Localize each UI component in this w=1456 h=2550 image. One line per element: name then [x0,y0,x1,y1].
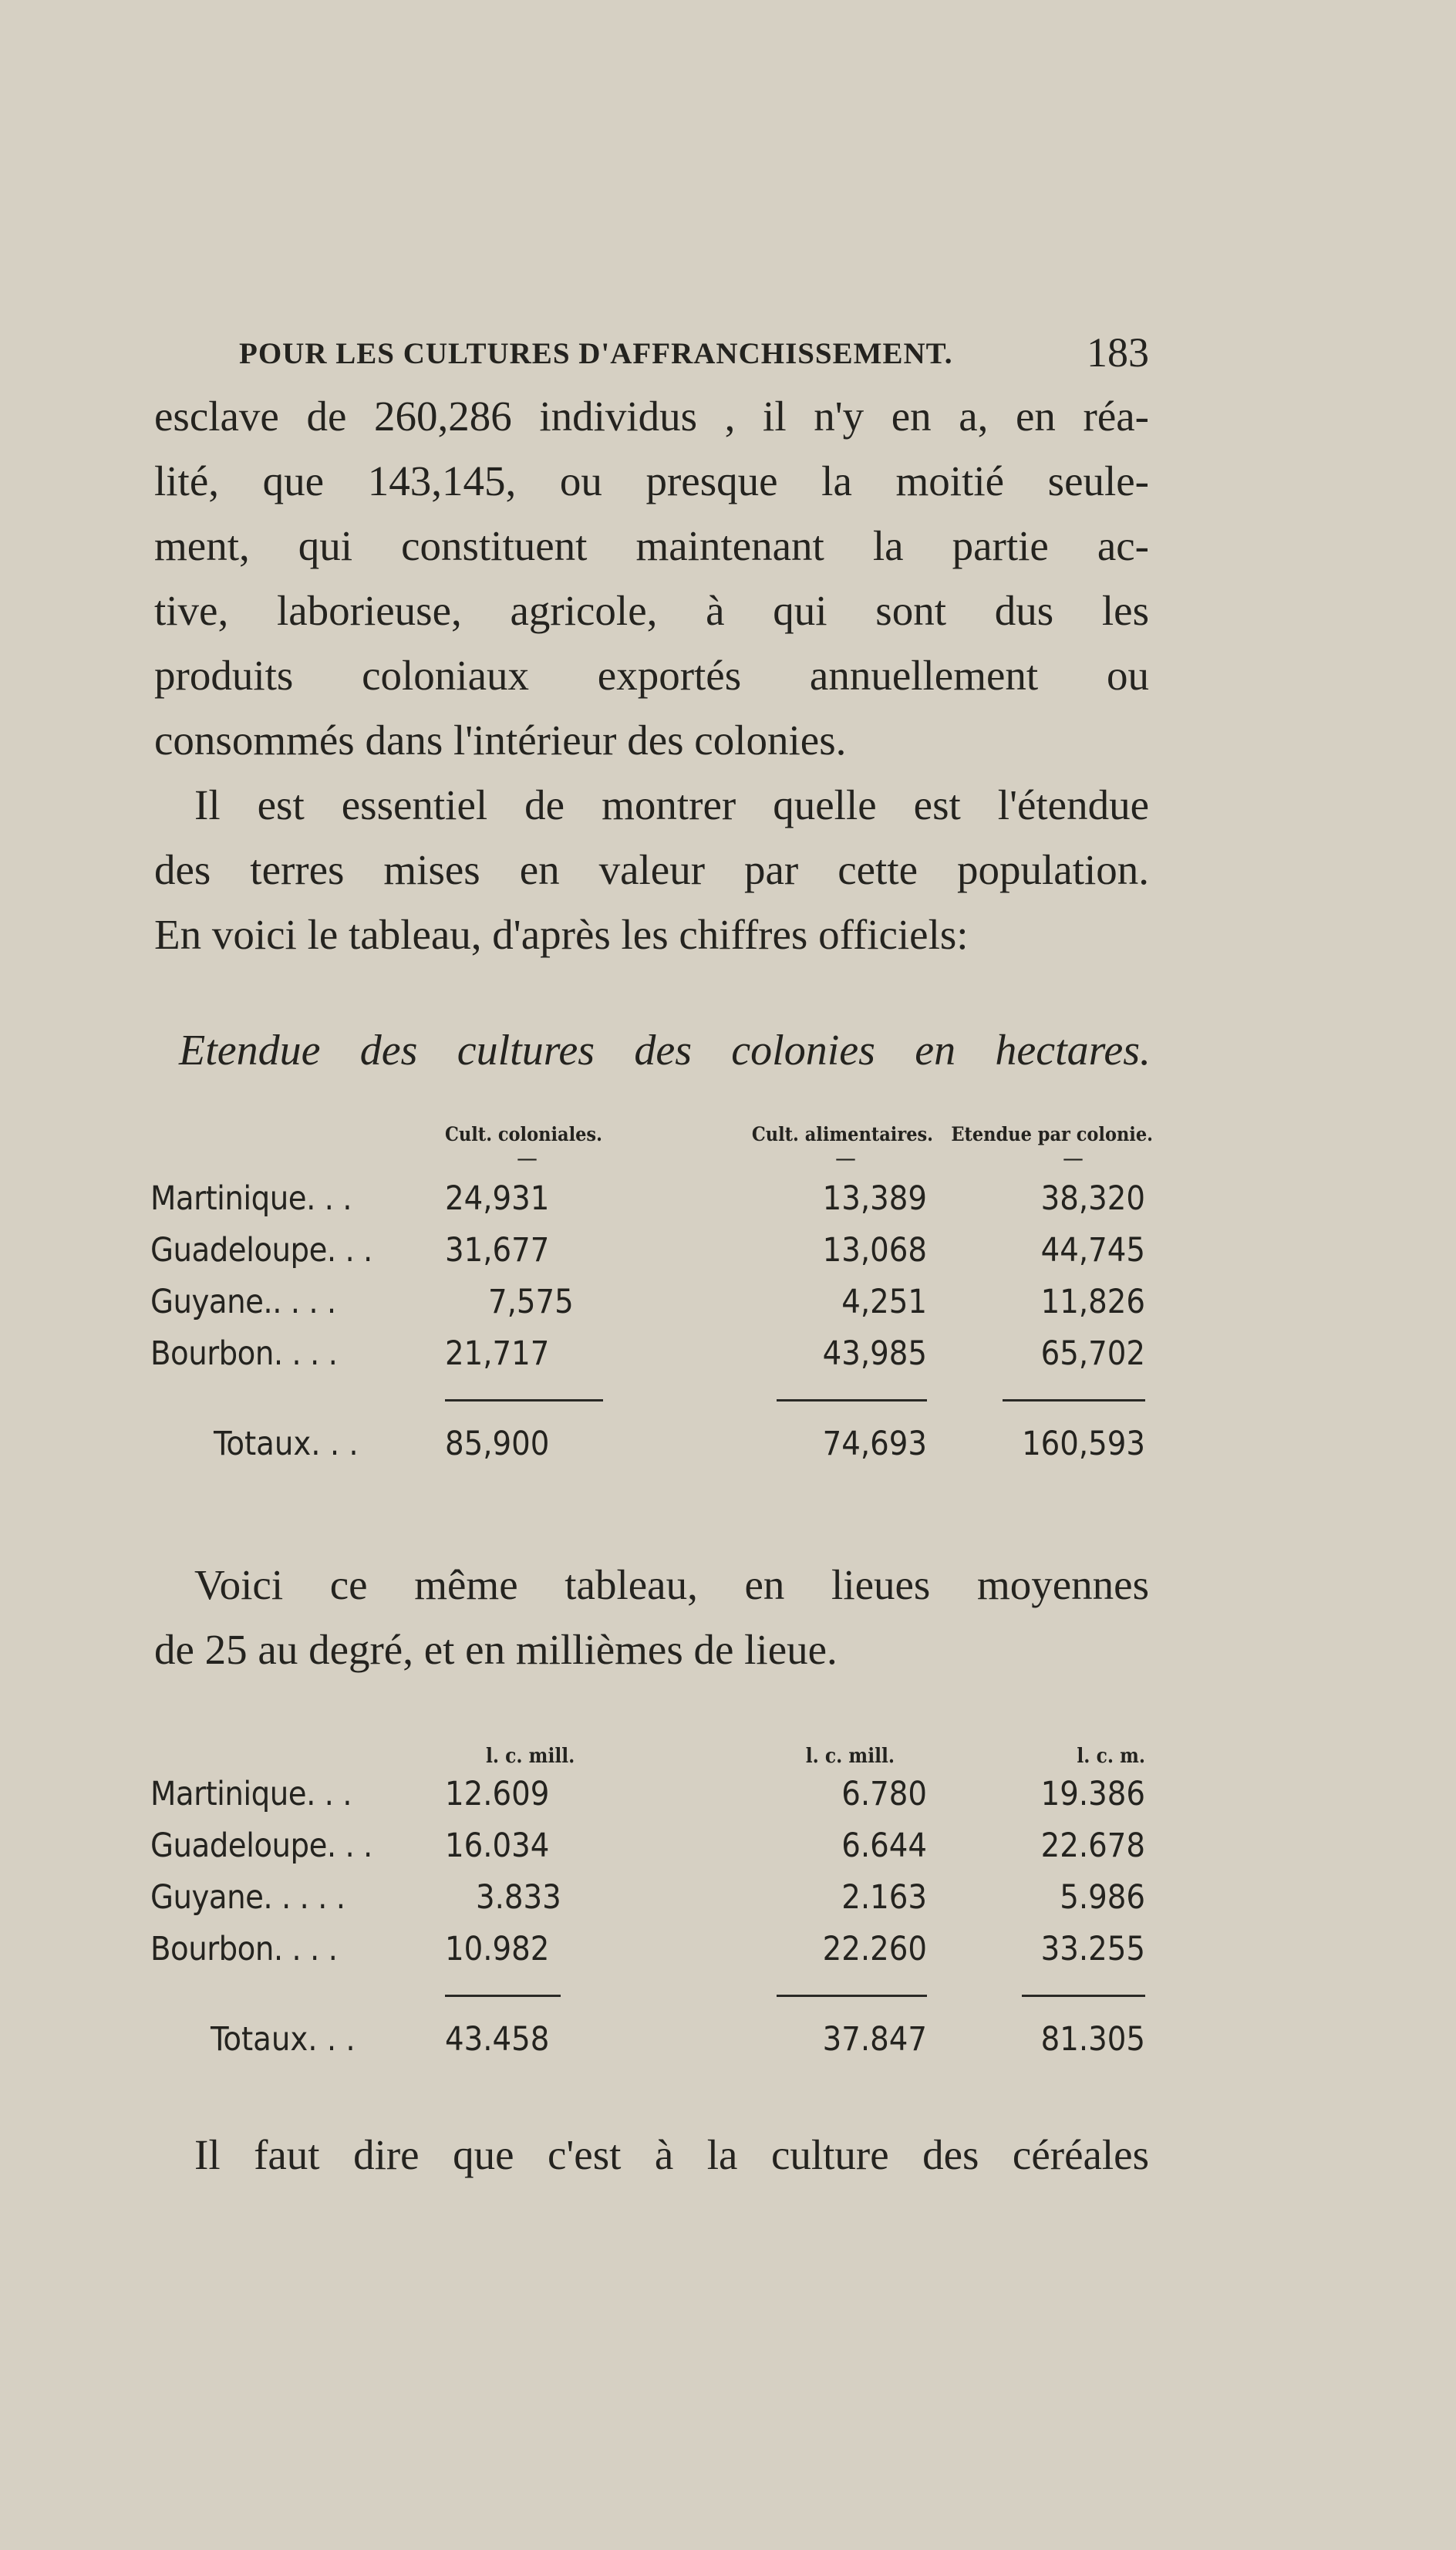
sum-rule-row [150,1379,1153,1418]
cell-value: 6.644 [841,1826,927,1865]
sum-rule [1003,1399,1145,1401]
cell-value: 31,677 [445,1230,550,1270]
cell-value: 22.678 [1040,1826,1145,1865]
cell-value: 13,389 [822,1179,927,1218]
cell-value: 44,745 [1040,1230,1145,1270]
text-line: Il est essentiel de montrer quelle est l'étendue [194,781,1149,828]
row-label: Guyane. . . . . [150,1877,345,1917]
text-line: produits coloniaux exportés annuellement ou [154,652,1149,699]
column-header: Cult. coloniales. [445,1123,602,1145]
total-row [150,1418,1153,1469]
cell-value: 19.386 [1040,1774,1145,1813]
cell-value: 65,702 [1040,1334,1145,1373]
row-label: Guadeloupe. . . [150,1230,372,1270]
cell-value: 10.982 [445,1929,550,1968]
total-value: 81.305 [1040,2019,1145,2059]
paragraph-3 [154,1553,1149,1682]
sum-rule [445,1399,603,1401]
sum-rule [1022,1995,1145,1997]
table-row [150,1923,1153,1975]
cell-value: 3.833 [476,1877,561,1917]
cell-value: 12.609 [445,1774,550,1813]
total-label: Totaux. . . [214,1424,359,1463]
cell-value: 11,826 [1040,1282,1145,1321]
sum-rule [777,1399,927,1401]
sum-rule [777,1995,927,1997]
text-line: consommés dans l'intérieur des colonies. [154,717,847,764]
cell-value: 16.034 [445,1826,550,1865]
total-value: 74,693 [822,1424,927,1463]
cell-value: 2.163 [841,1877,927,1917]
total-value: 85,900 [445,1424,550,1463]
total-value: 160,593 [1022,1424,1145,1463]
cell-value: 4,251 [841,1282,927,1321]
row-label: Bourbon. . . . [150,1929,338,1968]
paragraph-1 [154,384,1149,773]
text-line: esclave de 260,286 individus , il n'y en a, en réa- [154,393,1149,440]
text-line: tive, laborieuse, agricole, à qui sont dus les [154,587,1149,634]
table-row [150,1820,1153,1871]
row-label: Martinique. . . [150,1774,352,1813]
table-1-caption: Etendue des cultures des colonies en hectares. [179,1027,1151,1074]
table-1 [150,1115,1153,1469]
table-header-row [150,1115,1153,1145]
text-line: des terres mises en valeur par cette population. [154,846,1149,893]
cell-value: 24,931 [445,1179,550,1218]
column-header: l. c. mill. [805,1745,895,1768]
cell-value: 22.260 [822,1929,927,1968]
column-header: Cult. alimentaires. [751,1123,933,1145]
text-line: Il faut dire que c'est à la culture des céréales [194,2131,1149,2178]
paragraph-2 [154,773,1149,967]
dash-mark: — [517,1145,538,1172]
dash-mark: — [1063,1145,1084,1172]
text-line: Voici ce même tableau, en lieues moyennes [194,1561,1149,1608]
cell-value: 21,717 [445,1334,550,1373]
table-2 [150,1737,1153,2065]
row-label: Martinique. . . [150,1179,352,1218]
cell-value: 5.986 [1060,1877,1145,1917]
total-value: 43.458 [445,2019,550,2059]
text-line: ment, qui constituent maintenant la partie ac- [154,522,1149,569]
cell-value: 13,068 [822,1230,927,1270]
column-header: Etendue par colonie. [951,1123,1153,1145]
sum-rule-row [150,1975,1153,2013]
page-number: 183 [1087,329,1149,376]
table-row [150,1172,1153,1224]
total-row [150,2013,1153,2065]
total-value: 37.847 [822,2019,927,2059]
table-row [150,1224,1153,1276]
running-head [239,329,1149,378]
cell-value: 38,320 [1040,1179,1145,1218]
table-row [150,1871,1153,1923]
cell-value: 7,575 [488,1282,574,1321]
text-line: En voici le tableau, d'après les chiffres officiels: [154,911,969,958]
row-label: Guyane.. . . . [150,1282,336,1321]
text-line: de 25 au degré, et en millièmes de lieue. [154,1626,838,1673]
table-row [150,1768,1153,1820]
table-row [150,1327,1153,1379]
row-label: Guadeloupe. . . [150,1826,372,1865]
total-label: Totaux. . . [211,2019,356,2059]
cell-value: 6.780 [841,1774,927,1813]
column-header: l. c. m. [1077,1745,1145,1768]
cell-value: 43,985 [822,1334,927,1373]
running-head-title: POUR LES CULTURES D'AFFRANCHISSEMENT. [239,337,953,370]
text-line: lité, que 143,145, ou presque la moitié seule- [154,457,1149,504]
sum-rule [445,1995,561,1997]
table-row [150,1276,1153,1327]
table-header-row [150,1737,1153,1768]
dash-row [150,1145,1153,1172]
row-label: Bourbon. . . . [150,1334,338,1373]
column-header: l. c. mill. [486,1745,575,1768]
paragraph-4 [154,2123,1149,2187]
dash-mark: — [835,1145,856,1172]
cell-value: 33.255 [1040,1929,1145,1968]
